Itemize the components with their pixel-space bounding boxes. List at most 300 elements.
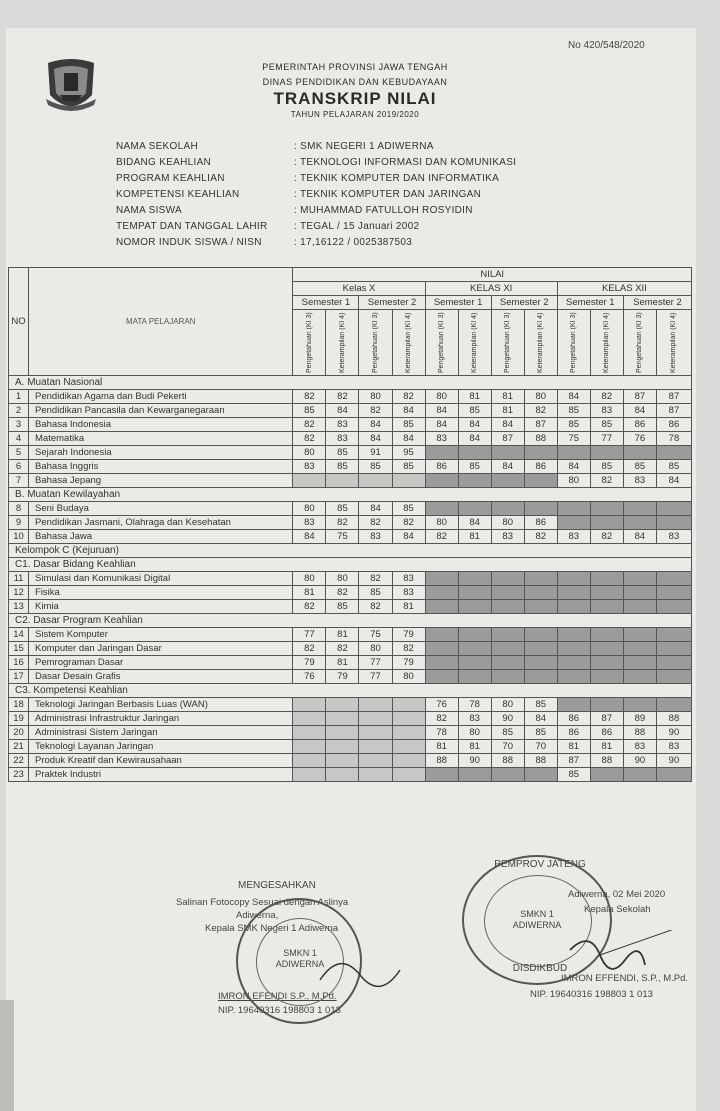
grade-cell [458, 502, 491, 516]
grade-cell: 90 [623, 754, 656, 768]
grade-cell [425, 502, 458, 516]
grade-cell: 76 [425, 698, 458, 712]
grade-cell: 80 [425, 390, 458, 404]
grade-cell [623, 642, 656, 656]
grade-cell [557, 698, 590, 712]
grade-cell [590, 516, 623, 530]
row-number: 5 [9, 446, 29, 460]
grade-cell: 84 [458, 516, 491, 530]
grade-cell [425, 642, 458, 656]
subject-name: Fisika [29, 586, 293, 600]
section-label: Kelompok C (Kejuruan) [9, 544, 692, 558]
col-head-subject: MATA PELAJARAN [29, 268, 293, 376]
grade-cell [491, 572, 524, 586]
grade-cell: 82 [524, 404, 557, 418]
grade-cell: 82 [392, 642, 425, 656]
grade-cell: 80 [491, 698, 524, 712]
grade-cell [458, 600, 491, 614]
table-row [9, 530, 692, 544]
grade-cell: 84 [557, 460, 590, 474]
grade-cell: 80 [524, 390, 557, 404]
row-number: 19 [9, 712, 29, 726]
grade-cell: 88 [425, 754, 458, 768]
grade-cell [425, 446, 458, 460]
grade-cell: 81 [392, 600, 425, 614]
grade-cell: 85 [557, 418, 590, 432]
grade-cell [590, 586, 623, 600]
section-label: A. Muatan Nasional [9, 376, 692, 390]
grade-cell: 85 [491, 726, 524, 740]
grade-cell: 87 [491, 432, 524, 446]
grade-cell: 86 [524, 516, 557, 530]
grade-cell [656, 502, 691, 516]
grade-cell: 78 [656, 432, 691, 446]
grade-cell: 80 [293, 572, 326, 586]
section-row [9, 558, 692, 572]
grade-cell: 82 [359, 516, 392, 530]
subject-name: Administrasi Infrastruktur Jaringan [29, 712, 293, 726]
grade-cell: 84 [425, 418, 458, 432]
grade-cell [491, 628, 524, 642]
row-number: 2 [9, 404, 29, 418]
table-row [9, 670, 692, 684]
grade-cell [359, 754, 392, 768]
section-row [9, 488, 692, 502]
grade-cell: 81 [293, 586, 326, 600]
grade-cell [425, 656, 458, 670]
subject-name: Praktek Industri [29, 768, 293, 782]
grade-cell [491, 502, 524, 516]
grade-cell: 85 [326, 446, 359, 460]
grade-cell [590, 656, 623, 670]
grade-cell: 77 [293, 628, 326, 642]
grade-cell [623, 516, 656, 530]
grade-cell: 82 [590, 474, 623, 488]
info-value: : SMK NEGERI 1 ADIWERNA [294, 141, 434, 152]
grade-cell [491, 768, 524, 782]
subject-name: Komputer dan Jaringan Dasar [29, 642, 293, 656]
stamp-center-text: SMKN 1 ADIWERNA [275, 948, 325, 969]
grade-cell [623, 628, 656, 642]
grade-cell: 83 [656, 530, 691, 544]
grade-cell [557, 586, 590, 600]
validation-headmaster: Kepala SMK Negeri 1 Adiwerna [205, 923, 339, 934]
grade-cell [656, 628, 691, 642]
grade-cell: 80 [392, 670, 425, 684]
grade-cell: 81 [491, 390, 524, 404]
grade-cell: 77 [590, 432, 623, 446]
grade-cell: 82 [359, 572, 392, 586]
grade-cell: 82 [359, 600, 392, 614]
grade-cell: 86 [524, 460, 557, 474]
class-head: KELAS XII [557, 282, 691, 296]
row-number: 18 [9, 698, 29, 712]
grade-cell: 88 [656, 712, 691, 726]
subject-name: Teknologi Layanan Jaringan [29, 740, 293, 754]
grade-cell [293, 712, 326, 726]
grade-cell: 85 [326, 600, 359, 614]
table-row [9, 460, 692, 474]
grade-cell: 79 [392, 628, 425, 642]
grade-cell: 80 [557, 474, 590, 488]
grade-cell [458, 656, 491, 670]
grade-cell [623, 586, 656, 600]
grade-cell [359, 698, 392, 712]
semester-head: Semester 1 [425, 296, 491, 310]
grade-cell [524, 586, 557, 600]
grade-cell [326, 726, 359, 740]
grade-cell: 78 [458, 698, 491, 712]
grade-cell [293, 754, 326, 768]
grade-cell: 82 [293, 642, 326, 656]
grade-cell: 88 [491, 754, 524, 768]
grade-cell [524, 670, 557, 684]
grade-cell [557, 642, 590, 656]
table-row [9, 572, 692, 586]
grade-cell: 85 [458, 404, 491, 418]
grade-cell [590, 446, 623, 460]
grade-cell: 81 [458, 390, 491, 404]
subject-name: Seni Budaya [29, 502, 293, 516]
info-label: NAMA SISWA [116, 205, 182, 216]
grade-cell [656, 586, 691, 600]
grade-cell [326, 698, 359, 712]
grade-cell: 70 [491, 740, 524, 754]
grade-cell: 86 [425, 460, 458, 474]
subject-name: Sistem Komputer [29, 628, 293, 642]
grade-cell [491, 600, 524, 614]
grade-cell: 85 [590, 418, 623, 432]
grade-cell [458, 474, 491, 488]
row-number: 13 [9, 600, 29, 614]
ki-head: Pengetahuan (KI 3) [293, 310, 326, 376]
grade-cell [425, 572, 458, 586]
grade-cell: 88 [524, 754, 557, 768]
grade-cell [458, 642, 491, 656]
section-label: B. Muatan Kewilayahan [9, 488, 692, 502]
grade-cell [656, 516, 691, 530]
table-row [9, 726, 692, 740]
grade-cell [392, 754, 425, 768]
info-value: : 17,16122 / 0025387503 [294, 237, 413, 248]
grade-cell: 83 [425, 432, 458, 446]
grade-cell [326, 768, 359, 782]
grade-cell: 85 [458, 460, 491, 474]
grade-cell: 84 [491, 460, 524, 474]
class-head: KELAS XI [425, 282, 557, 296]
ki-head: Keterampilan (KI 4) [392, 310, 425, 376]
table-row [9, 656, 692, 670]
row-number: 4 [9, 432, 29, 446]
grade-cell: 87 [656, 390, 691, 404]
grade-cell [656, 768, 691, 782]
grade-cell: 88 [590, 754, 623, 768]
grade-cell [590, 642, 623, 656]
grade-cell: 81 [458, 740, 491, 754]
subject-name: Bahasa Inggris [29, 460, 293, 474]
semester-head: Semester 1 [557, 296, 623, 310]
row-number: 16 [9, 656, 29, 670]
grade-cell [623, 768, 656, 782]
grade-cell: 82 [293, 432, 326, 446]
grade-cell: 83 [656, 740, 691, 754]
grade-cell [557, 670, 590, 684]
col-head-no: NO [9, 268, 29, 376]
grade-cell: 83 [458, 712, 491, 726]
grade-cell [326, 740, 359, 754]
grade-cell: 84 [656, 474, 691, 488]
sign-date: Adiwerna, 02 Mei 2020 [568, 889, 666, 900]
info-label: BIDANG KEAHLIAN [116, 157, 212, 168]
subject-name: Kimia [29, 600, 293, 614]
grade-cell: 77 [359, 656, 392, 670]
table-row [9, 390, 692, 404]
ki-head: Keterampilan (KI 4) [590, 310, 623, 376]
row-number: 1 [9, 390, 29, 404]
grade-cell: 85 [392, 460, 425, 474]
grade-cell [458, 670, 491, 684]
grade-cell [458, 446, 491, 460]
table-row [9, 474, 692, 488]
row-number: 21 [9, 740, 29, 754]
row-number: 15 [9, 642, 29, 656]
subject-name: Pendidikan Agama dan Budi Pekerti [29, 390, 293, 404]
subject-name: Pemrograman Dasar [29, 656, 293, 670]
grade-cell: 82 [392, 390, 425, 404]
grade-cell [623, 600, 656, 614]
grade-cell [524, 572, 557, 586]
academic-year: TAHUN PELAJARAN 2019/2020 [290, 110, 420, 119]
ki-head: Pengetahuan (KI 3) [359, 310, 392, 376]
grade-cell: 86 [557, 726, 590, 740]
info-value: : TEKNIK KOMPUTER DAN JARINGAN [294, 189, 482, 200]
grade-cell: 82 [590, 530, 623, 544]
semester-head: Semester 1 [293, 296, 359, 310]
ki-head: Keterampilan (KI 4) [326, 310, 359, 376]
grade-cell: 82 [293, 600, 326, 614]
grade-cell: 84 [557, 390, 590, 404]
table-row [9, 740, 692, 754]
section-label: C2. Dasar Program Keahlian [9, 614, 692, 628]
grade-cell: 85 [392, 502, 425, 516]
info-value: : MUHAMMAD FATULLOH ROSYIDIN [294, 205, 473, 216]
grade-cell [326, 712, 359, 726]
grade-cell: 84 [359, 432, 392, 446]
grade-cell [656, 600, 691, 614]
grade-cell [359, 768, 392, 782]
grade-cell [425, 628, 458, 642]
grade-cell: 83 [392, 586, 425, 600]
grade-cell: 81 [557, 740, 590, 754]
grade-cell: 85 [524, 726, 557, 740]
row-number: 9 [9, 516, 29, 530]
grade-cell: 83 [359, 530, 392, 544]
grade-cell [491, 586, 524, 600]
grade-cell: 79 [392, 656, 425, 670]
grade-cell [326, 754, 359, 768]
grade-cell [425, 474, 458, 488]
grade-cell: 81 [326, 628, 359, 642]
grade-cell: 85 [293, 404, 326, 418]
info-label: NOMOR INDUK SISWA / NISN [116, 237, 262, 248]
grade-cell: 84 [458, 418, 491, 432]
semester-head: Semester 2 [359, 296, 425, 310]
grade-cell [458, 768, 491, 782]
grade-cell [590, 502, 623, 516]
grade-cell: 84 [392, 432, 425, 446]
ki-head: Keterampilan (KI 4) [524, 310, 557, 376]
header-government: PEMERINTAH PROVINSI JAWA TENGAH [262, 62, 448, 72]
grade-cell: 82 [326, 516, 359, 530]
grade-cell: 85 [326, 460, 359, 474]
grade-cell: 87 [557, 754, 590, 768]
table-row [9, 600, 692, 614]
grade-cell: 78 [425, 726, 458, 740]
grade-cell [359, 726, 392, 740]
grade-cell [557, 502, 590, 516]
grade-cell: 85 [557, 404, 590, 418]
grade-cell [293, 474, 326, 488]
grade-cell: 84 [392, 530, 425, 544]
grade-cell [590, 600, 623, 614]
grade-cell: 84 [326, 404, 359, 418]
validation-title: MENGESAHKAN [238, 880, 316, 891]
grade-cell: 83 [392, 572, 425, 586]
grade-cell [392, 474, 425, 488]
table-row [9, 642, 692, 656]
grade-cell: 84 [293, 530, 326, 544]
grade-cell [491, 642, 524, 656]
ki-head: Pengetahuan (KI 3) [557, 310, 590, 376]
grade-cell [590, 628, 623, 642]
grade-cell: 84 [359, 418, 392, 432]
row-number: 20 [9, 726, 29, 740]
subject-name: Matematika [29, 432, 293, 446]
grade-cell: 85 [656, 460, 691, 474]
grade-cell: 82 [326, 586, 359, 600]
grade-cell [524, 768, 557, 782]
table-row [9, 712, 692, 726]
grade-cell [293, 726, 326, 740]
grade-cell [656, 698, 691, 712]
grade-cell [656, 656, 691, 670]
grade-cell: 82 [326, 390, 359, 404]
grade-cell [557, 446, 590, 460]
row-number: 22 [9, 754, 29, 768]
grade-cell [524, 600, 557, 614]
grade-cell: 91 [359, 446, 392, 460]
grade-cell: 70 [524, 740, 557, 754]
grade-cell [656, 642, 691, 656]
grade-cell: 88 [623, 726, 656, 740]
grade-cell: 81 [590, 740, 623, 754]
grade-cell [458, 586, 491, 600]
grade-cell [524, 656, 557, 670]
grade-cell [491, 656, 524, 670]
grade-cell [590, 698, 623, 712]
grade-cell: 82 [524, 530, 557, 544]
grade-cell [590, 572, 623, 586]
grade-cell [623, 656, 656, 670]
grade-cell [392, 712, 425, 726]
info-label: NAMA SEKOLAH [116, 141, 198, 152]
table-row [9, 586, 692, 600]
grade-cell: 80 [425, 516, 458, 530]
grade-cell [623, 446, 656, 460]
grade-cell: 77 [359, 670, 392, 684]
table-row [9, 446, 692, 460]
grade-cell [557, 600, 590, 614]
province-emblem-icon [42, 55, 100, 117]
grade-cell [293, 740, 326, 754]
grade-cell [557, 656, 590, 670]
grade-cell [293, 698, 326, 712]
subject-name: Bahasa Jepang [29, 474, 293, 488]
subject-name: Sejarah Indonesia [29, 446, 293, 460]
grade-cell [623, 670, 656, 684]
grade-cell: 80 [458, 726, 491, 740]
grade-cell [491, 474, 524, 488]
subject-name: Bahasa Jawa [29, 530, 293, 544]
grade-cell: 84 [524, 712, 557, 726]
semester-head: Semester 2 [491, 296, 557, 310]
grade-cell: 88 [524, 432, 557, 446]
sign-nip: NIP. 19640316 198803 1 013 [530, 989, 653, 1000]
grade-cell [491, 446, 524, 460]
ki-head: Pengetahuan (KI 3) [425, 310, 458, 376]
section-label: C1. Dasar Bidang Keahlian [9, 558, 692, 572]
grade-cell: 85 [359, 586, 392, 600]
validation-name: IMRON EFENDI S.P., M.Pd. [218, 991, 337, 1002]
grade-cell [656, 446, 691, 460]
grade-cell [425, 768, 458, 782]
grade-cell [557, 628, 590, 642]
grade-cell: 80 [359, 390, 392, 404]
grade-cell [524, 474, 557, 488]
info-value: : TEKNOLOGI INFORMASI DAN KOMUNIKASI [294, 157, 517, 168]
grade-cell: 84 [392, 404, 425, 418]
col-head-nilai: NILAI [293, 268, 692, 282]
ki-head: Pengetahuan (KI 3) [491, 310, 524, 376]
grade-cell: 84 [623, 404, 656, 418]
ki-head: Keterampilan (KI 4) [458, 310, 491, 376]
document-title: TRANSKRIP NILAI [273, 89, 437, 108]
grade-cell: 83 [326, 432, 359, 446]
grade-cell: 76 [623, 432, 656, 446]
subject-name: Produk Kreatif dan Kewirausahaan [29, 754, 293, 768]
grade-cell [656, 670, 691, 684]
grade-cell: 81 [458, 530, 491, 544]
grade-cell: 90 [491, 712, 524, 726]
table-row [9, 404, 692, 418]
ki-head: Pengetahuan (KI 3) [623, 310, 656, 376]
grade-cell [557, 572, 590, 586]
grade-cell: 85 [392, 418, 425, 432]
table-row [9, 698, 692, 712]
grade-cell [326, 474, 359, 488]
subject-name: Simulasi dan Komunikasi Digital [29, 572, 293, 586]
grade-cell: 85 [326, 502, 359, 516]
info-value: : TEGAL / 15 Januari 2002 [294, 221, 420, 232]
stamp-ring-bottom: DISDIKBUD [512, 963, 568, 974]
table-row [9, 418, 692, 432]
grade-cell: 83 [293, 460, 326, 474]
grade-cell [524, 642, 557, 656]
grade-cell: 90 [656, 754, 691, 768]
grade-cell: 85 [590, 460, 623, 474]
grade-cell [392, 768, 425, 782]
row-number: 8 [9, 502, 29, 516]
